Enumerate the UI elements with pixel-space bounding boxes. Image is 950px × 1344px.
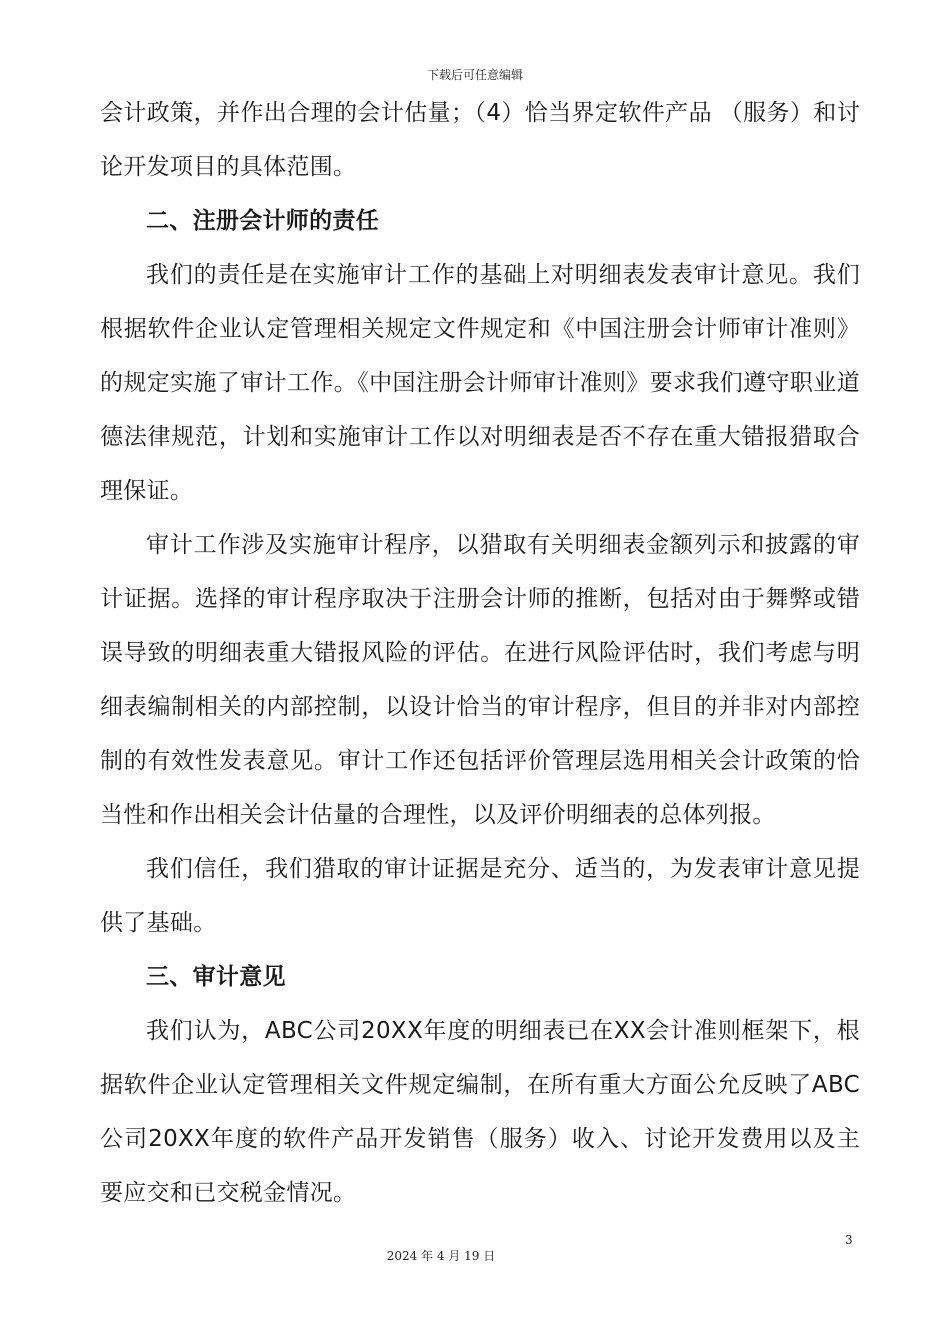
paragraph-continuation: 会计政策，并作出合理的会计估量；（4）恰当界定软件产品 （服务）和讨论开发项目的具体范围。 xyxy=(100,100,860,180)
paragraph-opinion: 我们认为，ABC公司20XX年度的明细表已在XX会计准则框架下，根据软件企业认定管理相关文件规定编制，在所有重大方面公允反映了ABC公司20XX年度的软件产品开发销售（服务）收入、讨论开发费用以及主要应交和已交税金情况。 xyxy=(100,1018,860,1206)
footer-date: 2024 年 4 月 19 日 xyxy=(386,1249,496,1263)
section-heading-cpa-responsibility: 二、注册会计师的责任 xyxy=(146,208,379,234)
section-heading-audit-opinion: 三、审计意见 xyxy=(146,964,286,990)
page-number: 3 xyxy=(845,1233,853,1247)
paragraph-responsibility: 我们的责任是在实施审计工作的基础上对明细表发表审计意见。我们根据软件企业认定管理相关规定文件规定和《中国注册会计师审计准则》的规定实施了审计工作。《中国注册会计师审计准则》要求我们遵守职业道德法律规范，计划和实施审计工作以对明细表是否不存在重大错报猎取合理保证。 xyxy=(100,262,860,504)
paragraph-audit-procedures: 审计工作涉及实施审计程序，以猎取有关明细表金额列示和披露的审计证据。选择的审计程序取决于注册会计师的推断，包括对由于舞弊或错误导致的明细表重大错报风险的评估。在进行风险评估时，我们考虑与明细表编制相关的内部控制，以设计恰当的审计程序，但目的并非对内部控制的有效性发表意见。审计工作还包括评价管理层选用相关会计政策的恰当性和作出相关会计估量的合理性，以及评价明细表的总体列报。 xyxy=(100,532,860,828)
header-note: 下载后可任意编辑 xyxy=(426,68,523,82)
paragraph-audit-evidence: 我们信任，我们猎取的审计证据是充分、适当的，为发表审计意见提供了基础。 xyxy=(100,856,860,936)
document-body xyxy=(100,86,860,1220)
